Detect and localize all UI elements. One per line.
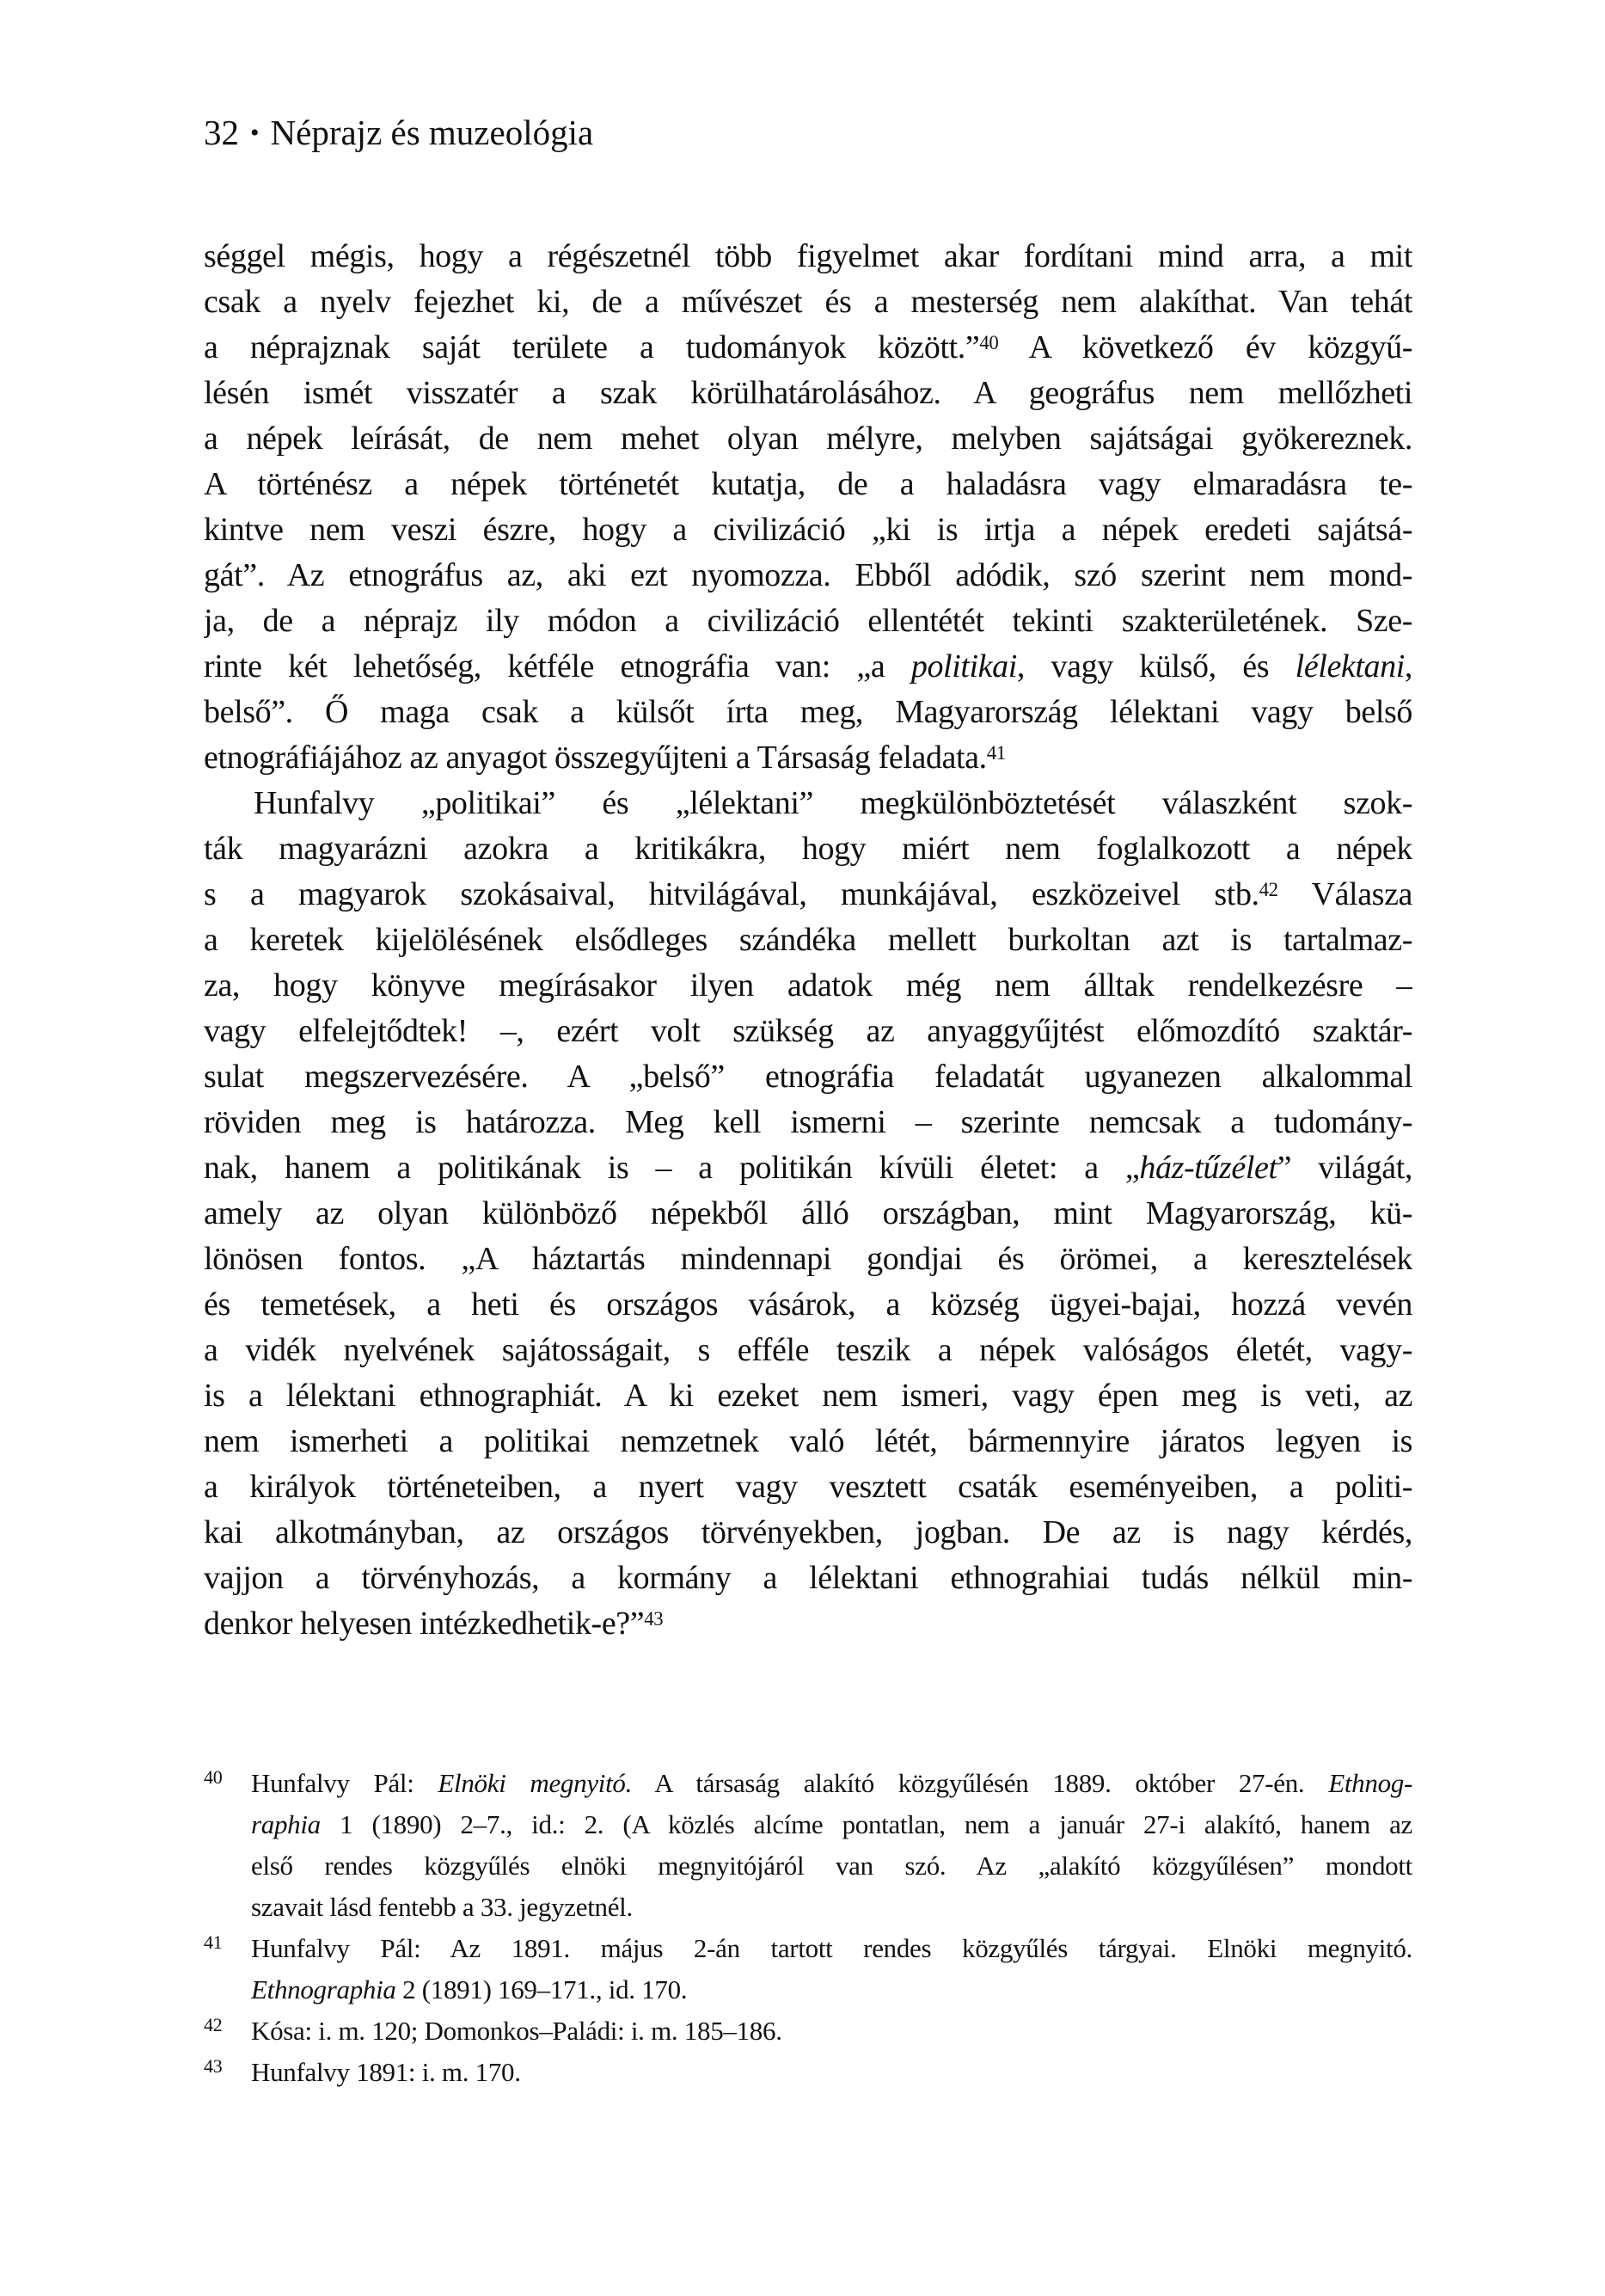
body-text-line: gát”. Az etnográfus az, aki ezt nyomozza. Ebből adódik, szó szerint nem mond- xyxy=(204,557,1412,593)
footnote xyxy=(204,1928,1412,2011)
body-text-line: ja, de a néprajz ily módon a civilizáció ellentétét tekinti szakterületének. Sze- xyxy=(204,603,1412,639)
footnote-text xyxy=(251,2052,1412,2093)
footnote-number: 40 xyxy=(204,1766,223,1788)
footnote-text xyxy=(251,1763,1412,1928)
footnote-line: raphia 1 (1890) 2–7., id.: 2. (A közlés alcíme pontatlan, nem a január 27-i alakító, hanem az xyxy=(251,1809,1412,1839)
footnote xyxy=(204,2052,1412,2093)
body-text-line: belső”. Ő maga csak a külsőt írta meg, Magyarország lélektani vagy belső xyxy=(204,694,1412,730)
body-text-line: sulat megszervezésére. A „belső” etnográfia feladatát ugyanezen alkalommal xyxy=(204,1059,1412,1095)
footnote-line: első rendes közgyűlés elnöki megnyitójáról van szó. Az „alakító közgyűlésen” mondott xyxy=(251,1851,1412,1881)
body-text-line: lésén ismét visszatér a szak körülhatárolásához. A geográfus nem mellőzheti xyxy=(204,375,1412,411)
body-text-line: a keretek kijelölésének elsődleges szándéka mellett burkoltan azt is tartalmaz- xyxy=(204,922,1412,958)
body-text-line: amely az olyan különböző népekből álló országban, mint Magyarország, kü- xyxy=(204,1195,1412,1231)
body-text-line: za, hogy könyve megírásakor ilyen adatok még nem álltak rendelkezésre – xyxy=(204,967,1412,1004)
running-header xyxy=(204,112,593,154)
body-text-line: a királyok történeteiben, a nyert vagy vesztett csaták eseményeiben, a politi- xyxy=(204,1469,1412,1505)
body-text-line: rinte két lehetőség, kétféle etnográfia van: „a politikai, vagy külső, és lélektani, xyxy=(204,648,1412,685)
footnote xyxy=(204,2011,1412,2052)
footnote-line: Hunfalvy Pál: Az 1891. május 2-án tartott rendes közgyűlés tárgyai. Elnöki megnyitó. xyxy=(251,1933,1412,1963)
body-text-line: kintve nem veszi észre, hogy a civilizáció „ki is irtja a népek eredeti sajátsá- xyxy=(204,512,1412,548)
body-text-line: és temetések, a heti és országos vásárok, a község ügyei-bajai, hozzá vevén xyxy=(204,1286,1412,1323)
body-text-line: Hunfalvy „politikai” és „lélektani” megkülönböztetését válaszként szok- xyxy=(254,785,1412,821)
page-number: 32 xyxy=(204,113,239,152)
body-text-line: vajjon a törvényhozás, a kormány a lélektani ethnograhiai tudás nélkül min- xyxy=(204,1560,1412,1596)
body-text-line: lönösen fontos. „A háztartás mindennapi gondjai és örömei, a keresztelések xyxy=(204,1241,1412,1277)
body-text-line: s a magyarok szokásaival, hitvilágával, munkájával, eszközeivel stb.$^{42}$ Válasza xyxy=(204,876,1412,912)
footnote-line: Hunfalvy 1891: i. m. 170. xyxy=(251,2057,521,2087)
bullet-separator-icon: • xyxy=(250,119,260,147)
footnote-number: 42 xyxy=(204,2014,223,2035)
body-text-line: ták magyarázni azokra a kritikákra, hogy miért nem foglalkozott a népek xyxy=(204,831,1412,867)
body-text-line: etnográfiájához az anyagot összegyűjteni a Társaság feladata.$^{41}$ xyxy=(204,740,1006,776)
body-text-line: nem ismerheti a politikai nemzetnek való létét, bármennyire járatos legyen is xyxy=(204,1423,1412,1459)
chapter-title: Néprajz és muzeológia xyxy=(270,113,594,152)
body-text-line: is a lélektani ethnographiát. A ki ezeket nem ismeri, vagy épen meg is veti, az xyxy=(204,1378,1412,1414)
footnote-line: Kósa: i. m. 120; Domonkos–Paládi: i. m. 185–186. xyxy=(251,2016,782,2046)
footnote-line: szavait lásd fentebb a 33. jegyzetnél. xyxy=(251,1892,633,1922)
footnote-text xyxy=(251,2011,1412,2052)
body-text-line: a vidék nyelvének sajátosságait, s efféle teszik a népek valóságos életét, vagy- xyxy=(204,1332,1412,1368)
body-text-line: nak, hanem a politikának is – a politikán kívüli életet: a „ház-tűzélet” világát, xyxy=(204,1150,1412,1186)
body-text-line: a népek leírását, de nem mehet olyan mélyre, melyben sajátságai gyökereznek. xyxy=(204,421,1412,457)
footnotes xyxy=(204,1763,1412,2093)
body-text-line: kai alkotmányban, az országos törvényekben, jogban. De az is nagy kérdés, xyxy=(204,1514,1412,1550)
body-text-line: vagy elfelejtődtek! –, ezért volt szükség az anyaggyűjtést előmozdító szaktár- xyxy=(204,1013,1412,1049)
body-text-line: a néprajznak saját területe a tudományok között.”$^{40}$ A következő év közgyű- xyxy=(204,329,1412,365)
body-text xyxy=(204,234,1412,1647)
footnote-line: Ethnographia 2 (1891) 169–171., id. 170. xyxy=(251,1974,688,2004)
body-text-line: séggel mégis, hogy a régészetnél több figyelmet akar fordítani mind arra, a mit xyxy=(204,238,1412,274)
footnote-line: Hunfalvy Pál: Elnöki megnyitó. A társaság alakító közgyűlésén 1889. október 27-én. Ethnog- xyxy=(251,1768,1412,1798)
body-text-line: denkor helyesen intézkedhetik-e?”$^{43}$ xyxy=(204,1605,664,1642)
body-text-line: csak a nyelv fejezhet ki, de a művészet és a mesterség nem alakíthat. Van tehát xyxy=(204,284,1412,320)
footnote-number: 41 xyxy=(204,1931,223,1953)
footnote-number: 43 xyxy=(204,2055,223,2077)
footnote-text xyxy=(251,1928,1412,2011)
body-text-line: A történész a népek történetét kutatja, de a haladásra vagy elmaradásra te- xyxy=(204,466,1412,502)
body-text-line: röviden meg is határozza. Meg kell ismerni – szerinte nemcsak a tudomány- xyxy=(204,1104,1412,1140)
footnote xyxy=(204,1763,1412,1928)
